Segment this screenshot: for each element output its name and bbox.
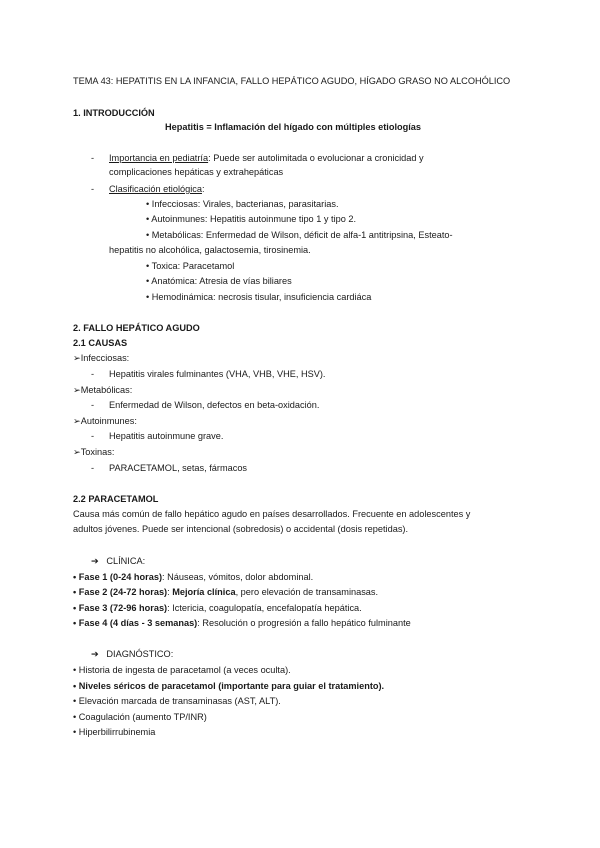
document-title: TEMA 43: HEPATITIS EN LA INFANCIA, FALLO HEPÁTICO AGUDO, HÍGADO GRASO NO ALCOHÓLICO [73, 76, 511, 86]
arrow-bullet-icon: ➢ [73, 416, 81, 426]
importancia-pediatria [109, 152, 424, 164]
diagnostico-item: • Hiperbilirrubinemia [73, 727, 156, 737]
etiology-item-cont: hepatitis no alcohólica, galactosemia, tirosinemia. [109, 245, 311, 255]
dash-bullet: - [91, 369, 95, 379]
importancia-text-cont: complicaciones hepáticas y extrahepáticas [109, 167, 284, 177]
diagnostico-item: • Elevación marcada de transaminasas (AST, ALT). [73, 696, 281, 706]
fase-item: • Fase 3 (72-96 horas): Ictericia, coagulopatía, encefalopatía hepática. [73, 603, 362, 613]
dash-bullet: - [91, 431, 95, 441]
dash-bullet: - [91, 400, 95, 410]
dash-bullet: - [91, 153, 95, 163]
importancia-text: : Puede ser autolimitada o evolucionar a cronicidad y [208, 153, 424, 163]
dash-bullet: - [91, 463, 95, 473]
cause-item: Enfermedad de Wilson, defectos en beta-oxidación. [109, 400, 320, 410]
section-heading-fallo-hepatico: 2. FALLO HEPÁTICO AGUDO [73, 323, 200, 333]
clinica-heading: ➔ CLÍNICA: [91, 556, 146, 566]
etiology-item: • Hemodinámica: necrosis tisular, insuficiencia cardiáca [146, 292, 372, 302]
subsection-heading-paracetamol: 2.2 PARACETAMOL [73, 494, 159, 504]
cause-group-infecciosas: ➢Infecciosas: [73, 353, 130, 363]
section-heading-introduccion: 1. INTRODUCCIÓN [73, 108, 155, 118]
etiology-item: • Metabólicas: Enfermedad de Wilson, déficit de alfa-1 antitripsina, Esteato- [146, 230, 453, 240]
etiology-item: • Autoinmunes: Hepatitis autoinmune tipo 1 y tipo 2. [146, 214, 357, 224]
hepatitis-definition: Hepatitis = Inflamación del hígado con múltiples etiologías [165, 122, 422, 132]
clasificacion-label: Clasificación etiológica [109, 184, 202, 194]
fase-item: • Fase 4 (4 días - 3 semanas): Resolución o progresión a fallo hepático fulminante [73, 618, 411, 628]
cause-item: Hepatitis autoinmune grave. [109, 431, 224, 441]
cause-group-metabolicas: ➢Metabólicas: [73, 385, 133, 395]
cause-item: PARACETAMOL, setas, fármacos [109, 463, 248, 473]
fase-item: • Fase 2 (24-72 horas): Mejoría clínica, pero elevación de transaminasas. [73, 587, 379, 597]
diagnostico-item: • Niveles séricos de paracetamol (importante para guiar el tratamiento). [73, 681, 385, 691]
diagnostico-item: • Historia de ingesta de paracetamol (a veces oculta). [73, 665, 291, 675]
right-arrow-icon: ➔ [91, 649, 99, 659]
diagnostico-item: • Coagulación (aumento TP/INR) [73, 712, 207, 722]
arrow-bullet-icon: ➢ [73, 385, 81, 395]
arrow-bullet-icon: ➢ [73, 447, 81, 457]
etiology-item: • Anatómica: Atresia de vías biliares [146, 276, 292, 286]
paracetamol-description-cont: adultos jóvenes. Puede ser intencional (sobredosis) o accidental (dosis repetidas). [73, 524, 409, 534]
right-arrow-icon: ➔ [91, 556, 99, 566]
cause-item: Hepatitis virales fulminantes (VHA, VHB, VHE, HSV). [109, 369, 326, 379]
cause-group-toxinas: ➢Toxinas: [73, 447, 115, 457]
etiology-item: • Infecciosas: Virales, bacterianas, parasitarias. [146, 199, 339, 209]
etiology-item: • Toxica: Paracetamol [146, 261, 235, 271]
dash-bullet: - [91, 184, 95, 194]
subsection-heading-causas: 2.1 CAUSAS [73, 338, 128, 348]
fase-item: • Fase 1 (0-24 horas): Náuseas, vómitos, dolor abdominal. [73, 572, 314, 582]
diagnostico-heading: ➔ DIAGNÓSTICO: [91, 649, 174, 659]
importancia-label: Importancia en pediatría [109, 153, 209, 163]
clasificacion-etiologica: Clasificación etiológica: [109, 184, 205, 194]
arrow-bullet-icon: ➢ [73, 353, 81, 363]
paracetamol-description: Causa más común de fallo hepático agudo en países desarrollados. Frecuente en adolescentes y [73, 509, 471, 519]
cause-group-autoinmunes: ➢Autoinmunes: [73, 416, 137, 426]
